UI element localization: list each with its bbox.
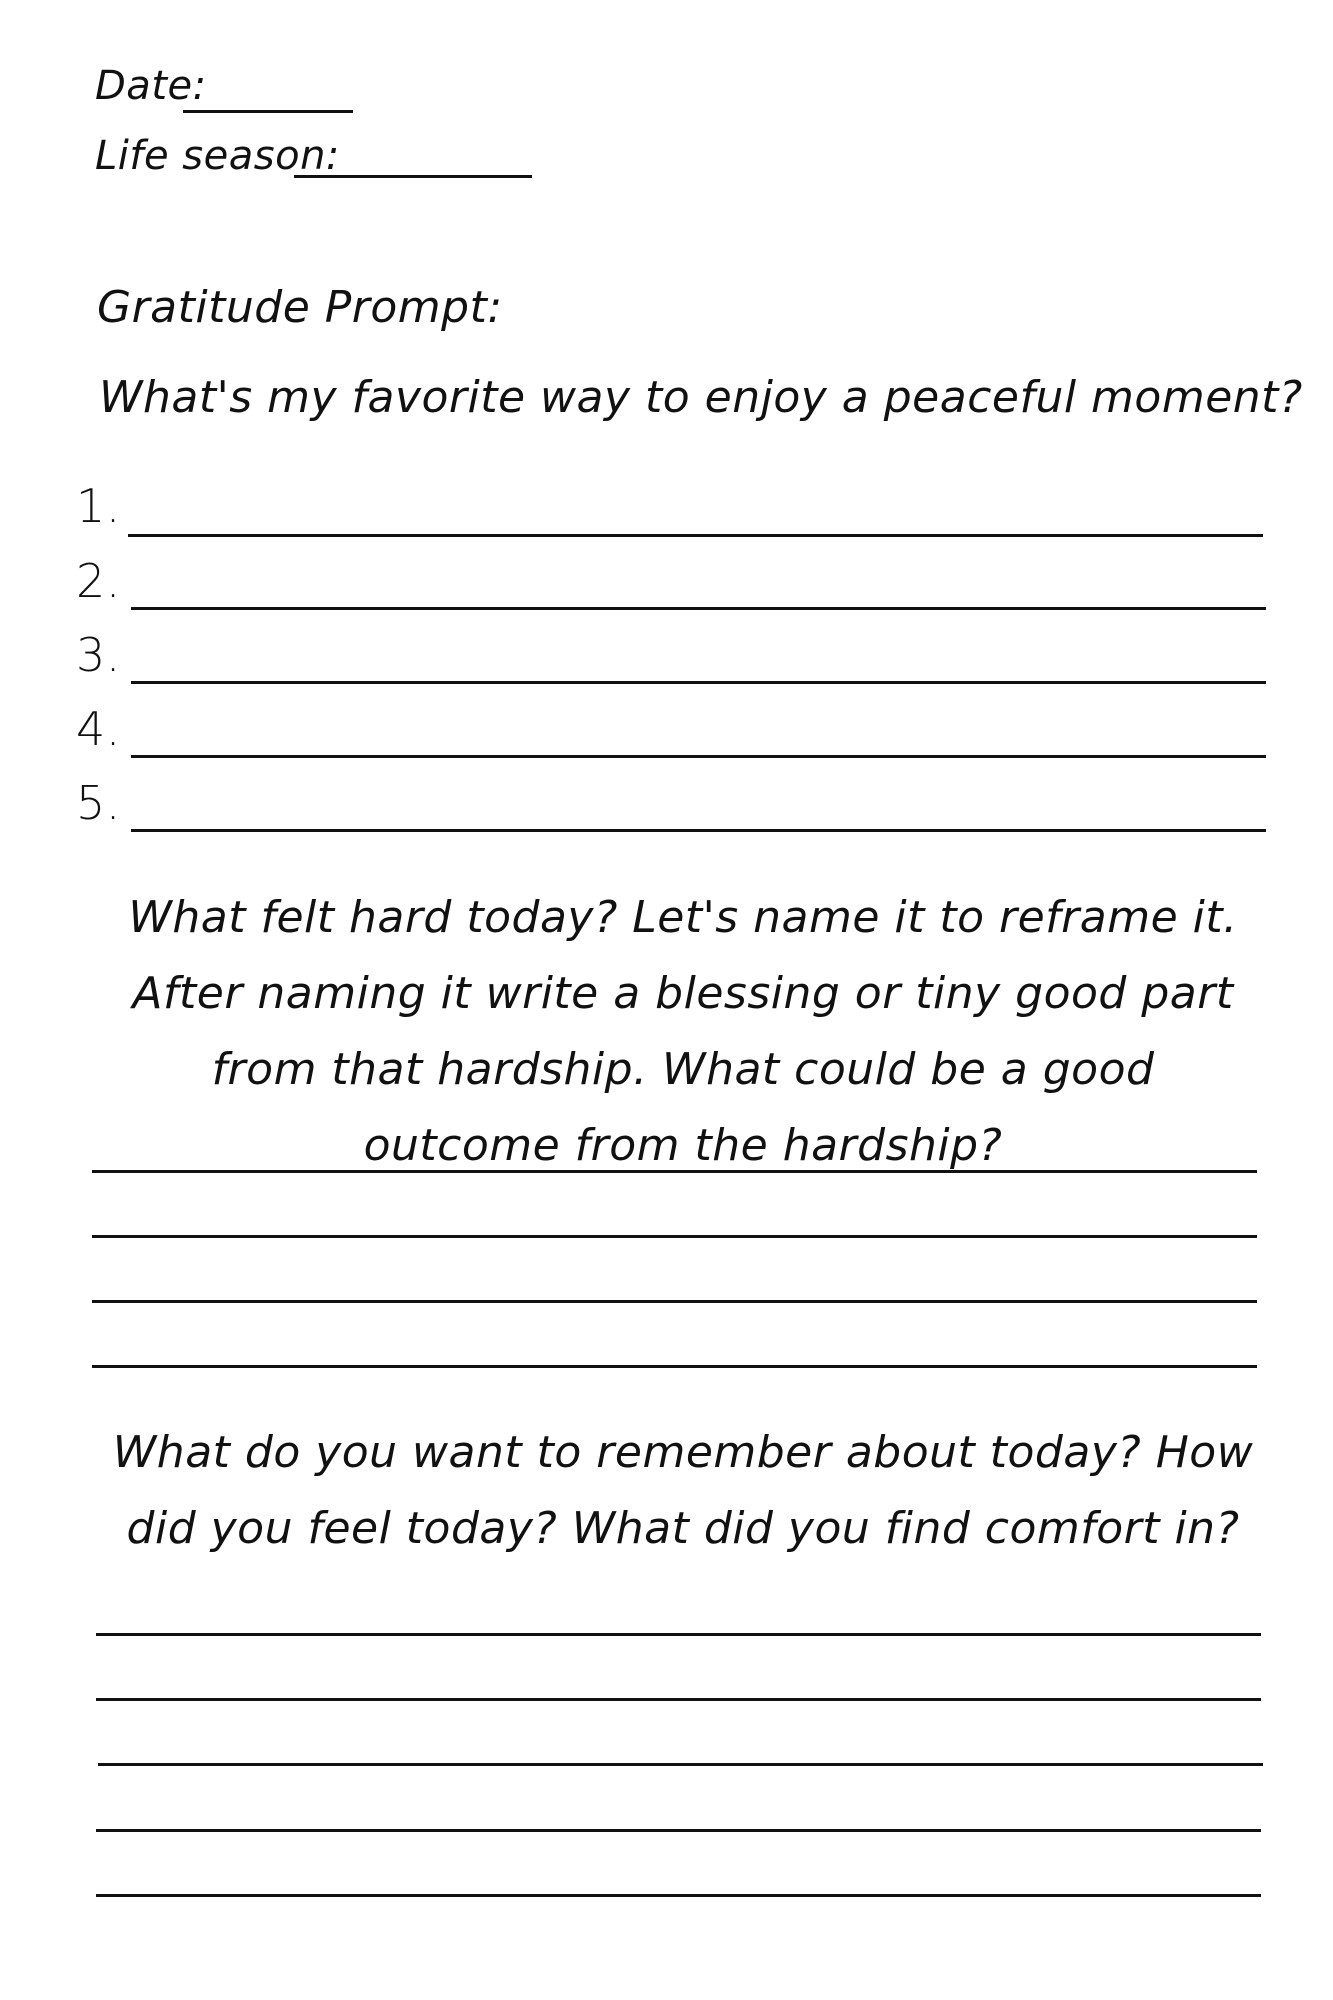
list-item-number: 1. [76,479,121,533]
date-label: Date: [95,63,207,109]
list-item-number: 2. [76,554,121,608]
list-item-number: 3. [76,628,121,682]
answer-line-1[interactable] [128,534,1263,537]
answer-line-5[interactable] [131,829,1266,832]
remember-line-1[interactable] [96,1633,1261,1636]
gratitude-question: What's my favorite way to enjoy a peaceful moment? [99,372,1303,423]
remember-line-5[interactable] [96,1894,1261,1897]
date-field-line[interactable] [183,110,353,113]
hardship-line-3[interactable] [92,1300,1257,1303]
list-item-number: 5. [76,776,121,830]
answer-line-3[interactable] [131,681,1266,684]
list-item-number: 4. [76,702,121,756]
life-season-label: Life season: [95,133,340,179]
remember-line-4[interactable] [96,1829,1261,1832]
gratitude-title: Gratitude Prompt: [97,282,503,333]
hardship-prompt: What felt hard today? Let's name it to reframe it. After naming it write a blessing or tiny good part from that hardship. What could be a good outcome from the hardship? [128,892,1238,1171]
answer-line-4[interactable] [131,755,1266,758]
hardship-line-2[interactable] [92,1235,1257,1238]
life-season-field-line[interactable] [294,175,532,178]
hardship-line-4[interactable] [92,1365,1257,1368]
remember-line-3[interactable] [98,1763,1263,1766]
answer-line-2[interactable] [131,607,1266,610]
hardship-line-1[interactable] [92,1170,1257,1173]
remember-line-2[interactable] [96,1698,1261,1701]
remember-prompt: What do you want to remember about today? How did you feel today? What did you find comfort in? [112,1427,1254,1554]
